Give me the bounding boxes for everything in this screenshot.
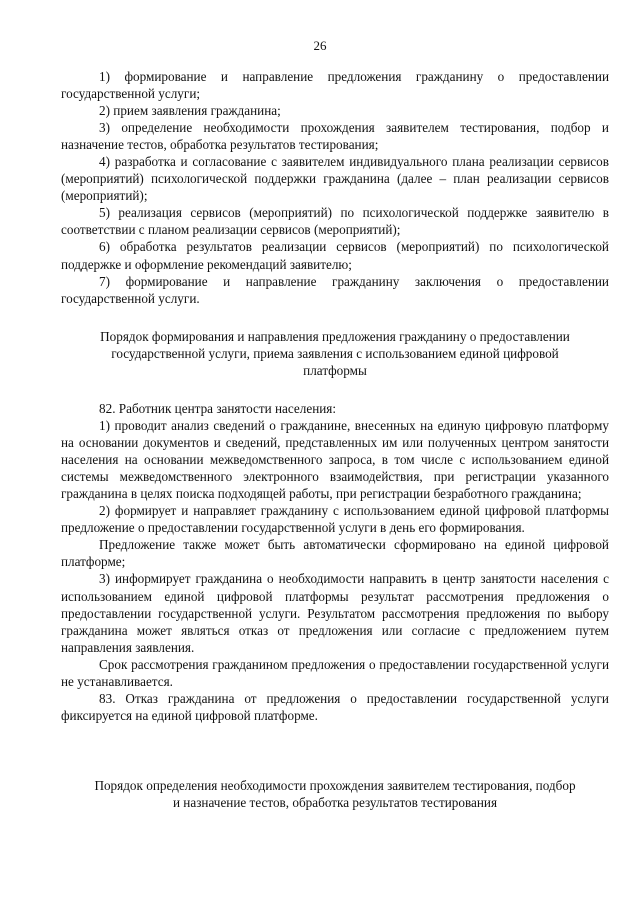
- section-body: [61, 400, 609, 724]
- paragraph: 3) информирует гражданина о необходимости направить в центр занятости населения с использованием единой цифровой платформы результат рассмотрения предложения о предоставлении государственной услуги. Результатом рассмотрения предложения по выбору гражданина может являться отказ от предложения или согласие с предложением путем направления заявления.: [61, 571, 609, 655]
- services-list: [61, 68, 609, 307]
- list-item: 7) формирование и направление гражданину заключения о предоставлении государственной услуги.: [61, 273, 609, 306]
- list-item: 1) формирование и направление предложения гражданину о предоставлении государственной услуги;: [61, 69, 609, 102]
- paragraph: 83. Отказ гражданина от предложения о предоставлении государственной услуги фиксируется на единой цифровой платформе.: [61, 690, 609, 723]
- paragraph: 2) формирует и направляет гражданину с использованием единой цифровой платформы предложение о предоставлении государственной услуги в день его формирования.: [61, 503, 609, 536]
- list-item: 5) реализация сервисов (мероприятий) по психологической поддержке заявителю в соответствии с планом реализации сервисов (мероприятий);: [61, 205, 609, 238]
- list-item: 2) прием заявления гражданина;: [99, 103, 281, 119]
- list-item: 4) разработка и согласование с заявителем индивидуального плана реализации сервисов (мероприятий) психологической поддержки гражданина (далее – план реализации сервисов (мероприятий);: [61, 154, 609, 204]
- list-item: 6) обработка результатов реализации сервисов (мероприятий) по психологической поддержке и оформление рекомендаций заявителю;: [61, 239, 609, 272]
- paragraph: 1) проводит анализ сведений о гражданине, внесенных на единую цифровую платформу на основании документов и сведений, представленных им или полученных центром занятости населения на основании межведомственного запроса, в том числе с использованием единой системы межведомственного электронного взаимодействия, при регистрации указанного гражданина в целях поиска подходящей работы, при регистрации безработного гражданина;: [61, 418, 609, 502]
- list-item: 3) определение необходимости прохождения заявителем тестирования, подбор и назначение тестов, обработка результатов тестирования;: [61, 120, 609, 153]
- section-heading: Порядок определения необходимости прохождения заявителем тестирования, подбор и назначение тестов, обработка результатов тестирования: [94, 778, 576, 811]
- page-number: 26: [313, 38, 327, 53]
- paragraph: 82. Работник центра занятости населения:: [99, 401, 337, 416]
- section-heading: Порядок формирования и направления предложения гражданину о предоставлении государственной услуги, приема заявления с использованием единой цифровой платформы: [100, 329, 570, 379]
- paragraph: Срок рассмотрения гражданином предложения о предоставлении государственной услуги не устанавливается.: [61, 656, 609, 689]
- paragraph: Предложение также может быть автоматически сформировано на единой цифровой платформе;: [61, 537, 609, 570]
